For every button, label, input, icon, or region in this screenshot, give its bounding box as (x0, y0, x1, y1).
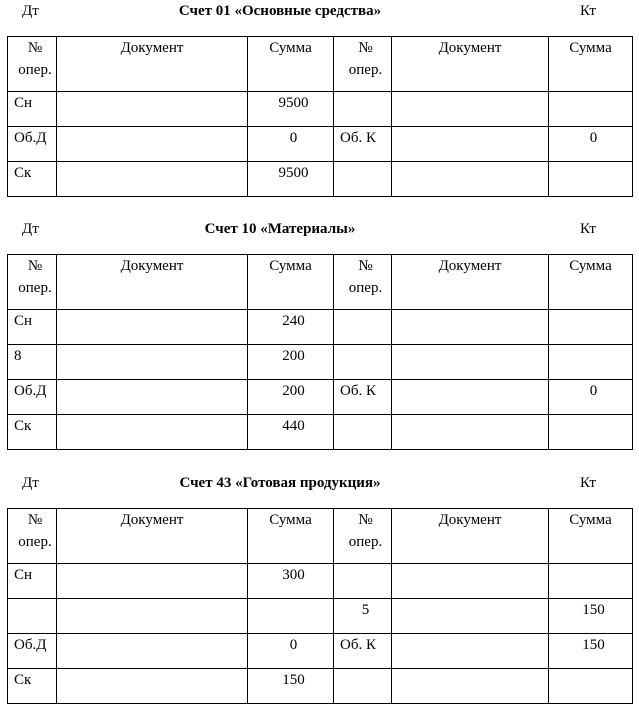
col-header-sum: Сумма (248, 255, 334, 310)
col-header-sum: Сумма (248, 37, 334, 92)
t-account-table (7, 508, 633, 704)
left-oper-cell: Ск (8, 162, 57, 197)
right-sum-cell (549, 415, 633, 450)
right-document-cell (392, 599, 549, 634)
left-oper-cell: Об.Д (8, 634, 57, 669)
account-block-43 (0, 472, 639, 688)
right-sum-cell: 150 (549, 634, 633, 669)
right-oper-cell (334, 162, 392, 197)
table-header-row (8, 509, 633, 564)
account-title: Счет 01 «Основные средства» (178, 3, 382, 19)
left-oper-cell (8, 599, 57, 634)
table-row (8, 634, 633, 669)
left-document-cell (57, 380, 248, 415)
left-sum-cell (248, 599, 334, 634)
col-header-document: Документ (392, 255, 549, 310)
right-oper-cell (334, 669, 392, 704)
col-header-document: Документ (57, 255, 248, 310)
table-header-row (8, 37, 633, 92)
debit-label: Дт (22, 475, 39, 491)
col-header-oper-no: № опер. (334, 37, 392, 92)
right-document-cell (392, 564, 549, 599)
account-header (0, 472, 639, 508)
col-header-document: Документ (57, 509, 248, 564)
left-sum-cell: 240 (248, 310, 334, 345)
right-sum-cell (549, 345, 633, 380)
col-header-document: Документ (57, 37, 248, 92)
debit-label: Дт (22, 3, 39, 19)
table-row (8, 564, 633, 599)
right-sum-cell: 0 (549, 380, 633, 415)
t-account-table (7, 36, 633, 197)
col-header-document: Документ (392, 509, 549, 564)
right-document-cell (392, 634, 549, 669)
left-document-cell (57, 162, 248, 197)
right-document-cell (392, 127, 549, 162)
left-document-cell (57, 634, 248, 669)
account-header (0, 218, 639, 254)
left-document-cell (57, 669, 248, 704)
left-sum-cell: 0 (248, 127, 334, 162)
left-oper-cell: Ск (8, 669, 57, 704)
left-oper-cell: Сн (8, 564, 57, 599)
left-sum-cell: 440 (248, 415, 334, 450)
table-row (8, 162, 633, 197)
table-row (8, 92, 633, 127)
right-oper-cell: Об. К (334, 634, 392, 669)
right-sum-cell (549, 92, 633, 127)
left-document-cell (57, 310, 248, 345)
left-sum-cell: 300 (248, 564, 334, 599)
left-document-cell (57, 415, 248, 450)
right-oper-cell: Об. К (334, 127, 392, 162)
col-header-sum: Сумма (248, 509, 334, 564)
account-block-01 (0, 0, 639, 181)
col-header-sum: Сумма (549, 509, 633, 564)
right-document-cell (392, 415, 549, 450)
left-sum-cell: 9500 (248, 162, 334, 197)
account-title: Счет 43 «Готовая продукция» (179, 475, 381, 491)
right-sum-cell: 0 (549, 127, 633, 162)
left-sum-cell: 9500 (248, 92, 334, 127)
right-oper-cell (334, 310, 392, 345)
account-block-10 (0, 218, 639, 434)
left-document-cell (57, 127, 248, 162)
right-oper-cell: 5 (334, 599, 392, 634)
right-document-cell (392, 345, 549, 380)
right-oper-cell (334, 415, 392, 450)
right-document-cell (392, 669, 549, 704)
left-oper-cell: Ск (8, 415, 57, 450)
account-header (0, 0, 639, 36)
right-sum-cell (549, 162, 633, 197)
left-oper-cell: Об.Д (8, 380, 57, 415)
right-sum-cell (549, 564, 633, 599)
col-header-sum: Сумма (549, 255, 633, 310)
right-document-cell (392, 162, 549, 197)
left-document-cell (57, 599, 248, 634)
col-header-oper-no: № опер. (334, 509, 392, 564)
right-document-cell (392, 310, 549, 345)
table-row (8, 669, 633, 704)
left-sum-cell: 200 (248, 345, 334, 380)
right-oper-cell (334, 345, 392, 380)
table-row (8, 310, 633, 345)
table-row (8, 415, 633, 450)
table-row (8, 127, 633, 162)
col-header-oper-no: № опер. (8, 37, 57, 92)
right-document-cell (392, 380, 549, 415)
credit-label: Кт (580, 3, 596, 19)
credit-label: Кт (580, 475, 596, 491)
left-document-cell (57, 345, 248, 380)
debit-label: Дт (22, 221, 39, 237)
left-document-cell (57, 564, 248, 599)
col-header-oper-no: № опер. (8, 255, 57, 310)
table-row (8, 380, 633, 415)
right-sum-cell (549, 310, 633, 345)
table-row (8, 599, 633, 634)
col-header-document: Документ (392, 37, 549, 92)
right-oper-cell (334, 92, 392, 127)
right-oper-cell (334, 564, 392, 599)
right-oper-cell: Об. К (334, 380, 392, 415)
col-header-oper-no: № опер. (334, 255, 392, 310)
left-sum-cell: 200 (248, 380, 334, 415)
table-row (8, 345, 633, 380)
left-oper-cell: Об.Д (8, 127, 57, 162)
credit-label: Кт (580, 221, 596, 237)
account-title: Счет 10 «Материалы» (204, 221, 356, 237)
col-header-oper-no: № опер. (8, 509, 57, 564)
table-header-row (8, 255, 633, 310)
right-sum-cell (549, 669, 633, 704)
right-sum-cell: 150 (549, 599, 633, 634)
col-header-sum: Сумма (549, 37, 633, 92)
left-oper-cell: Сн (8, 310, 57, 345)
left-document-cell (57, 92, 248, 127)
left-oper-cell: 8 (8, 345, 57, 380)
left-sum-cell: 150 (248, 669, 334, 704)
left-oper-cell: Сн (8, 92, 57, 127)
right-document-cell (392, 92, 549, 127)
t-account-table (7, 254, 633, 450)
left-sum-cell: 0 (248, 634, 334, 669)
